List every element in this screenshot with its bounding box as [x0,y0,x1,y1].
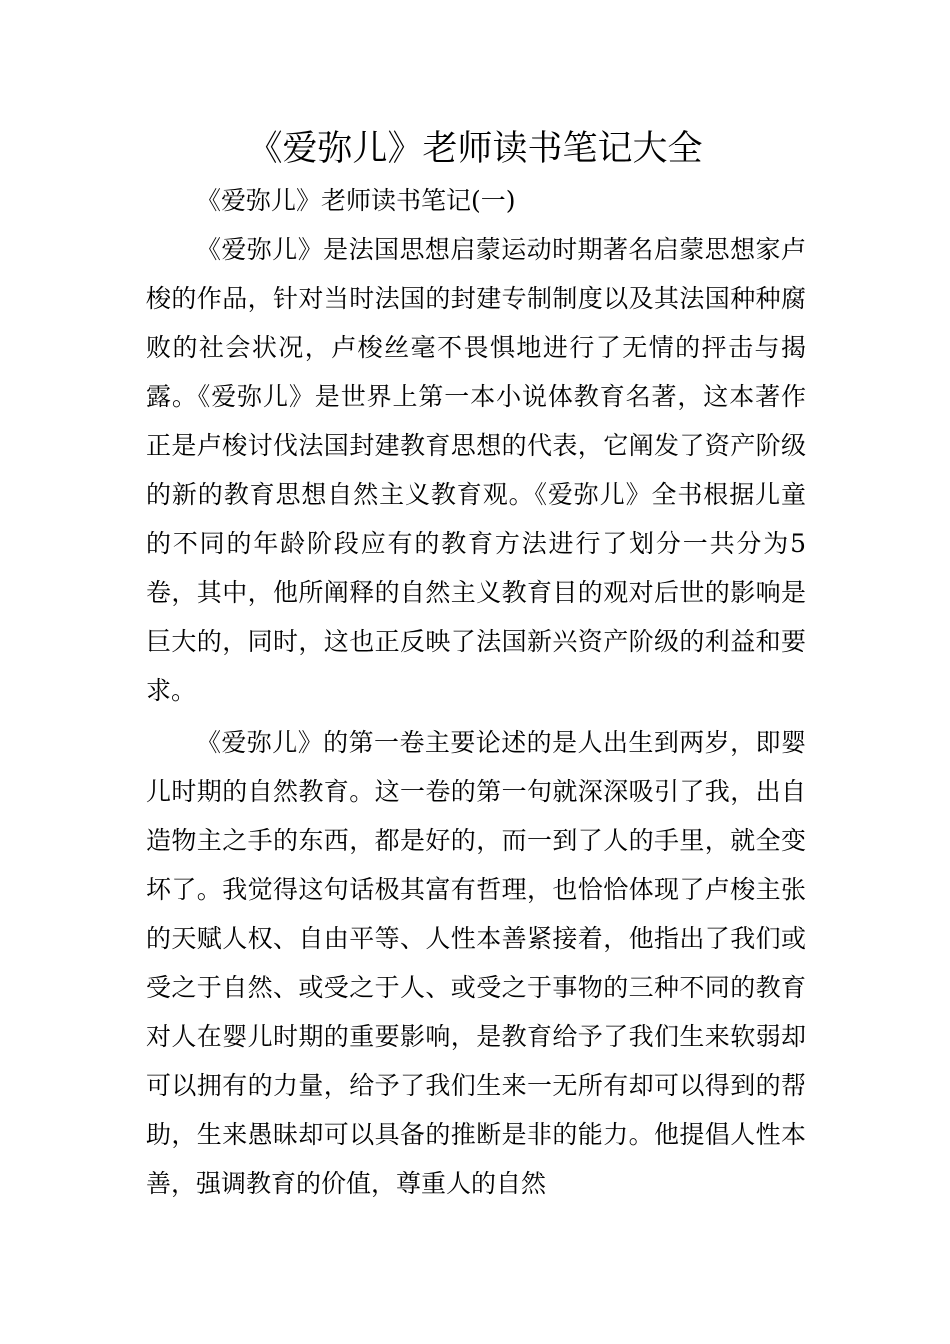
document-title: 《爱弥儿》老师读书笔记大全 [247,129,703,169]
document-body [146,176,806,1208]
paragraph-2: 《爱弥儿》的第一卷主要论述的是人出生到两岁，即婴儿时期的自然教育。这一卷的第一句就深深吸引了我，出自造物主之手的东西，都是好的，而一到了人的手里，就全变坏了。我觉得这句话极其富有哲理，也恰恰体现了卢梭主张的天赋人权、自由平等、人性本善紧接着，他指出了我们或受之于自然、或受之于人、或受之于事物的三种不同的教育对人在婴儿时期的重要影响，是教育给予了我们生来软弱却可以拥有的力量，给予了我们生来一无所有却可以得到的帮助，生来愚昧却可以具备的推断是非的能力。他提倡人性本善，强调教育的价值，尊重人的自然 [146,728,806,1198]
section-heading: 《爱弥儿》老师读书笔记(一) [196,186,516,215]
paragraph-1: 《爱弥儿》是法国思想启蒙运动时期著名启蒙思想家卢梭的作品，针对当时法国的封建专制制度以及其法国种种腐败的社会状况，卢梭丝毫不畏惧地进行了无情的抨击与揭露。《爱弥儿》是世界上第一本小说体教育名著，这本著作正是卢梭讨伐法国封建教育思想的代表，它阐发了资产阶级的新的教育思想自然主义教育观。《爱弥儿》全书根据儿童的不同的年龄阶段应有的教育方法进行了划分一共分为5卷，其中，他所阐释的自然主义教育目的观对后世的影响是巨大的，同时，这也正反映了法国新兴资产阶级的利益和要求。 [146,235,806,705]
